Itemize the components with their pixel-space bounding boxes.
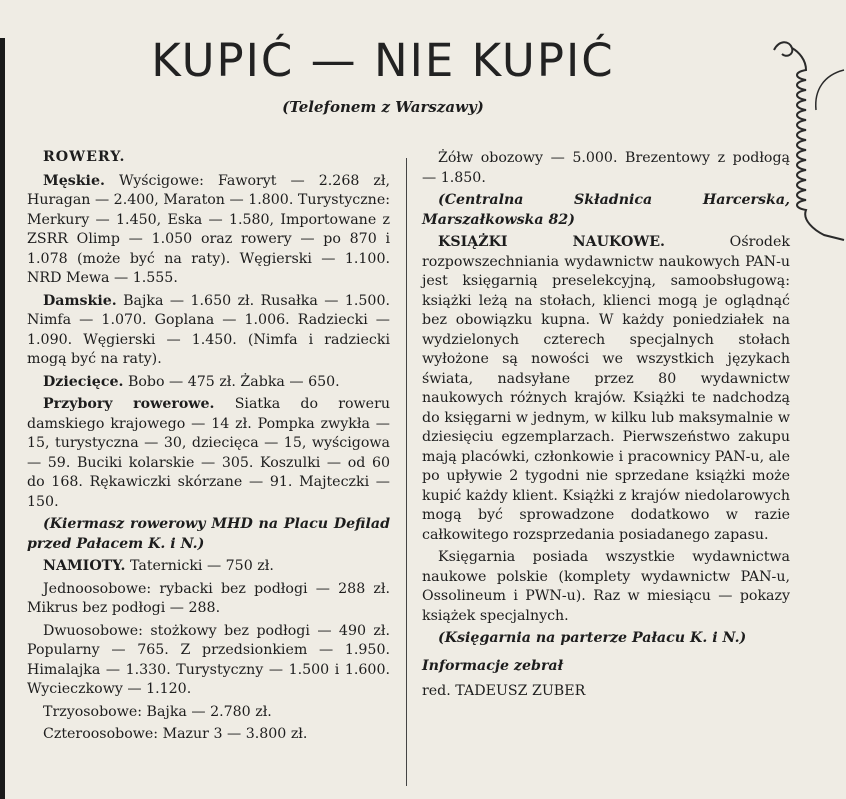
signature-line-2: red. TADEUSZ ZUBER [422,683,586,699]
column-right [422,149,790,705]
label-namioty: NAMIOTY. [43,558,126,574]
paragraph-przybory [27,395,390,512]
section-heading-rowery: ROWERY. [43,149,126,165]
paragraph-trzyosobowe: Trzyosobowe: Bajka — 2.780 zł. [43,703,272,720]
text-dzieciece: Bobo — 475 zł. Żabka — 650. [123,373,340,390]
signature-line-1: Informacje zebrał [422,657,564,674]
label-meskie: Męskie. [43,172,105,189]
text-damskie: Bajka — 1.650 zł. Rusałka — 1.500. Nimfa — 1.070. Goplana — 1.006. Radziecki — 1.090. Węgierski — 1.450. (Nimfa i radziecki mogą być na raty). [27,292,390,367]
paragraph-jednoosobowe: Jednoosobowe: rybacki bez podłogi — 288 zł. Mikrus bez podłogi — 288. [27,580,390,616]
paragraph-zolw: Żółw obozowy — 5.000. Brezentowy z podłogą — 1.850. [422,150,790,186]
paragraph-namioty [27,557,390,577]
paragraph-dzieciece [27,373,390,393]
text-przybory: Siatka do roweru damskiego krajowego — 14 zł. Pompka zwykła — 15, turystyczna — 30, dziecięca — 15, wyścigowa — 59. Buciki kolarskie — 305. Koszulki — od 60 do 168. Rękawiczki skórzane — 91. Majteczki — 150. [27,396,390,510]
label-przybory: Przybory rowerowe. [43,396,215,412]
paragraph-dwuosobowe: Dwuosobowe: stożkowy bez podłogi — 490 zł. Popularny — 765. Z przedsionkiem — 1.950. Himalajka — 1.330. Turystyczny — 1.500 i 1.600. Wycieczkowy — 1.120. [27,622,390,697]
paragraph-damskie [27,292,390,370]
text-ksiazki: Ośrodek rozpowszechniania wydawnictw naukowych PAN-u jest księgarnią preselekcyjną, samoobsługową: książki leżą na stołach, klienci mogą je oglądnąć bez obowiązku kupna. W każdy poniedziałek na wydzielonych czterech specjalnych stołach wyłożone są nowości we wszystkich językach świata, nadsyłane przez 80 wydawnictw naukowych różnych krajów. Książki te nadchodzą do księgarni w jednym, w kilku lub maksymalnie w dziesięciu egzemplarzach. Pierwszeństwo zakupu mają placówki, członkowie i pracownicy PAN-u, ale po upływie 2 tygodni nie sprzedane książki może kupić każdy klient. Książki z krajów niedolarowych mogą być sprowadzone dodatkowo w razie całkowitego rozsprzedania posiadanego zapasu. [422,234,790,543]
paragraph-meskie [27,172,390,289]
left-margin-bar [0,38,5,799]
paragraph-ksiegarnia: Księgarnia posiada wszystkie wydawnictwa naukowe polskie (komplety wydawnictw PAN-u, Ossolineum i PWN-u). Raz w miesiącu — pokazy książek specjalnych. [422,549,790,624]
paragraph-parter: (Księgarnia na parterze Pałacu K. i N.) [438,630,747,646]
article-subtitle: (Telefonem z Warszawy) [282,98,484,116]
paragraph-kiermasz: (Kiermasz rowerowy MHD na Placu Defilad przed Pałacem K. i N.) [27,516,390,552]
label-dzieciece: Dziecięce. [43,373,124,390]
text-meskie: Wyścigowe: Faworyt — 2.268 zł, Huragan — 2.400, Maraton — 1.800. Turystyczne: Merkury — 1.450, Eska — 1.580, Importowane z ZSRR Olimp — 1.050 oraz rowery — po 870 i 1.078 (może być na raty). Węgierski — 1.100. NRD Mewa — 1.555. [27,172,390,286]
label-ksiazki: KSIĄŻKI NAUKOWE. [438,234,665,250]
column-left [27,148,390,748]
article-title: KUPIĆ — NIE KUPIĆ [151,34,615,87]
label-damskie: Damskie. [43,292,117,309]
text-namioty: Taternicki — 750 zł. [125,558,274,574]
paragraph-czteroosobowe: Czteroosobowe: Mazur 3 — 3.800 zł. [43,726,308,742]
paragraph-skladnica: (Centralna Składnica Harcerska, Marszałkowska 82) [422,192,790,228]
column-divider [406,158,407,786]
paragraph-ksiazki [422,233,790,545]
